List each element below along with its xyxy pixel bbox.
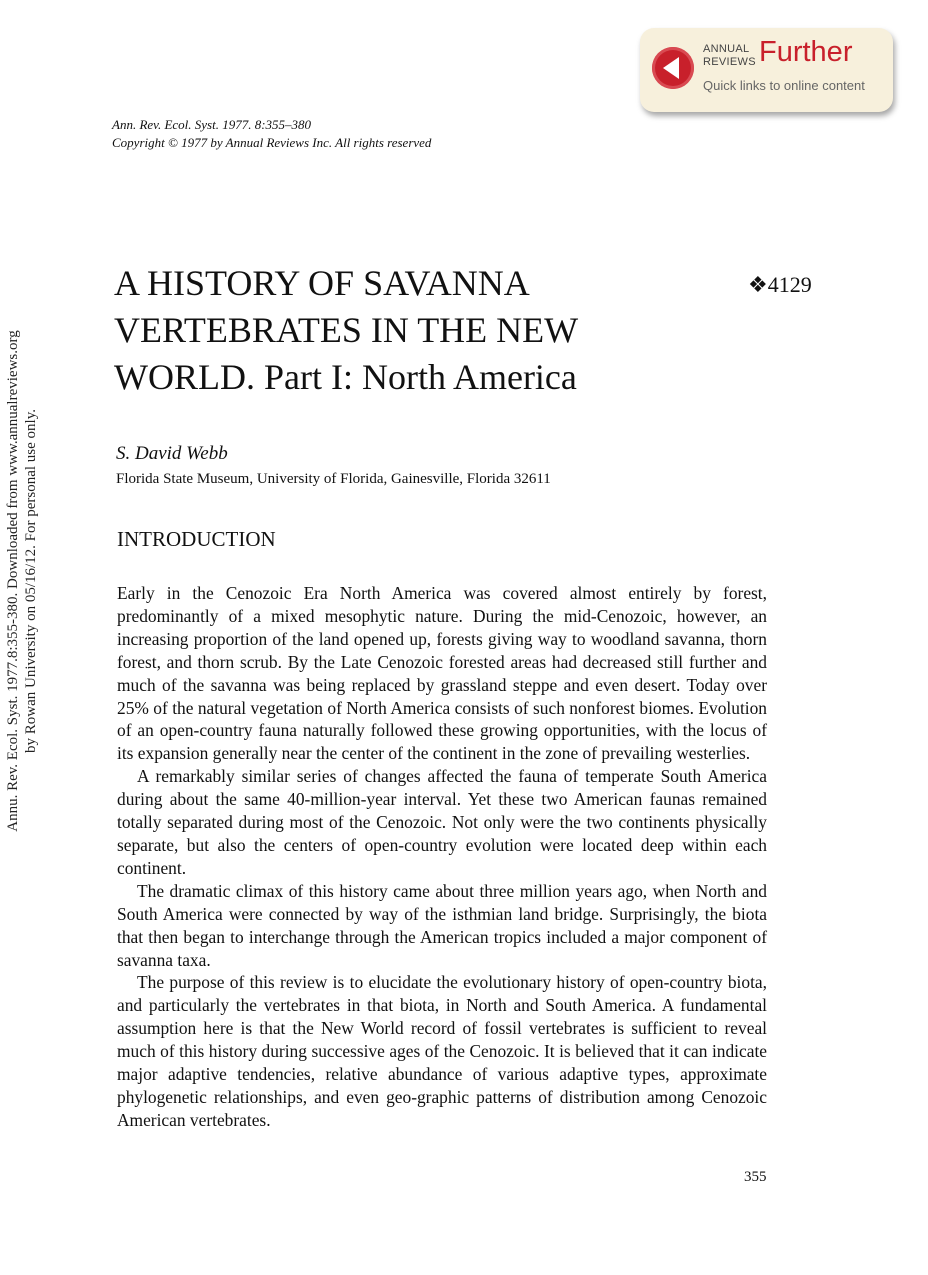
paragraph: Early in the Cenozoic Era North America was covered almost entirely by forest, predominantly of a mixed mesophytic nature. During the mid-Cenozoic, however, an increasing proportion of the land opened up, forests giving way to woodland savanna, thorn forest, and thorn scrub. By the Late Cenozoic forested areas had decreased still further and much of the savanna was being replaced by grassland steppe and even desert. Today over 25% of the natural vegetation of North America consists of such nonforest biomes. Evolution of an open-country fauna naturally followed these growing opportunities, with the locus of its expansion generally near the center of the continent in the zone of prevailing westerlies. (117, 583, 767, 764)
badge-reviews-label: REVIEWS (703, 56, 756, 68)
badge-further-title[interactable]: Further (759, 36, 853, 68)
author-affiliation: Florida State Museum, University of Florida, Gainesville, Florida 32611 (116, 471, 551, 487)
watermark-line-2: by Rowan University on 05/16/12. For personal use only. (23, 409, 39, 753)
play-back-icon[interactable] (652, 47, 694, 89)
author-name: S. David Webb (116, 443, 228, 464)
paragraph: The dramatic climax of this history came about three million years ago, when North and South America were connected by way of the isthmian land bridge. Surprisingly, the biota that then began to interchange through the American tropics included a major component of savanna taxa. (117, 880, 767, 970)
watermark-line-1: Annu. Rev. Ecol. Syst. 1977.8:355-380. Downloaded from www.annualreviews.org (5, 330, 21, 832)
badge-subtitle[interactable]: Quick links to online content (703, 78, 865, 93)
paragraph: A remarkably similar series of changes affected the fauna of temperate South America during about the same 40-million-year interval. Yet these two American faunas remained totally separated during most of the Cenozoic. Not only were the two continents physically separate, but also the centers of open-country evolution were located deep within each continent. (117, 766, 767, 878)
journal-citation: Ann. Rev. Ecol. Syst. 1977. 8:355–380 (112, 117, 312, 132)
badge-annual-label: ANNUAL (703, 43, 750, 55)
copyright-notice: Copyright © 1977 by Annual Reviews Inc. All rights reserved (112, 135, 432, 150)
further-links-badge[interactable] (640, 28, 893, 112)
article-body (117, 582, 767, 1132)
page-number: 355 (744, 1169, 767, 1185)
article-code: ❖4129 (748, 272, 812, 297)
download-watermark (4, 31, 40, 1131)
paragraph: The purpose of this review is to elucidate the evolutionary history of open-country biota, and particularly the vertebrates in that biota, in North and South America. A fundamental assumption here is that the New World record of fossil vertebrates is sufficient to reveal much of this history during successive ages of the Cenozoic. It is believed that it can indicate major adaptive tendencies, relative abundance of various adaptive types, approximate phylogenetic relationships, and even geo-graphic patterns of distribution among Cenozoic American vertebrates. (117, 972, 767, 1130)
article-title: A HISTORY OF SAVANNA VERTEBRATES IN THE NEW WORLD. Part I: North America (114, 263, 578, 397)
section-heading: INTRODUCTION (117, 527, 276, 551)
